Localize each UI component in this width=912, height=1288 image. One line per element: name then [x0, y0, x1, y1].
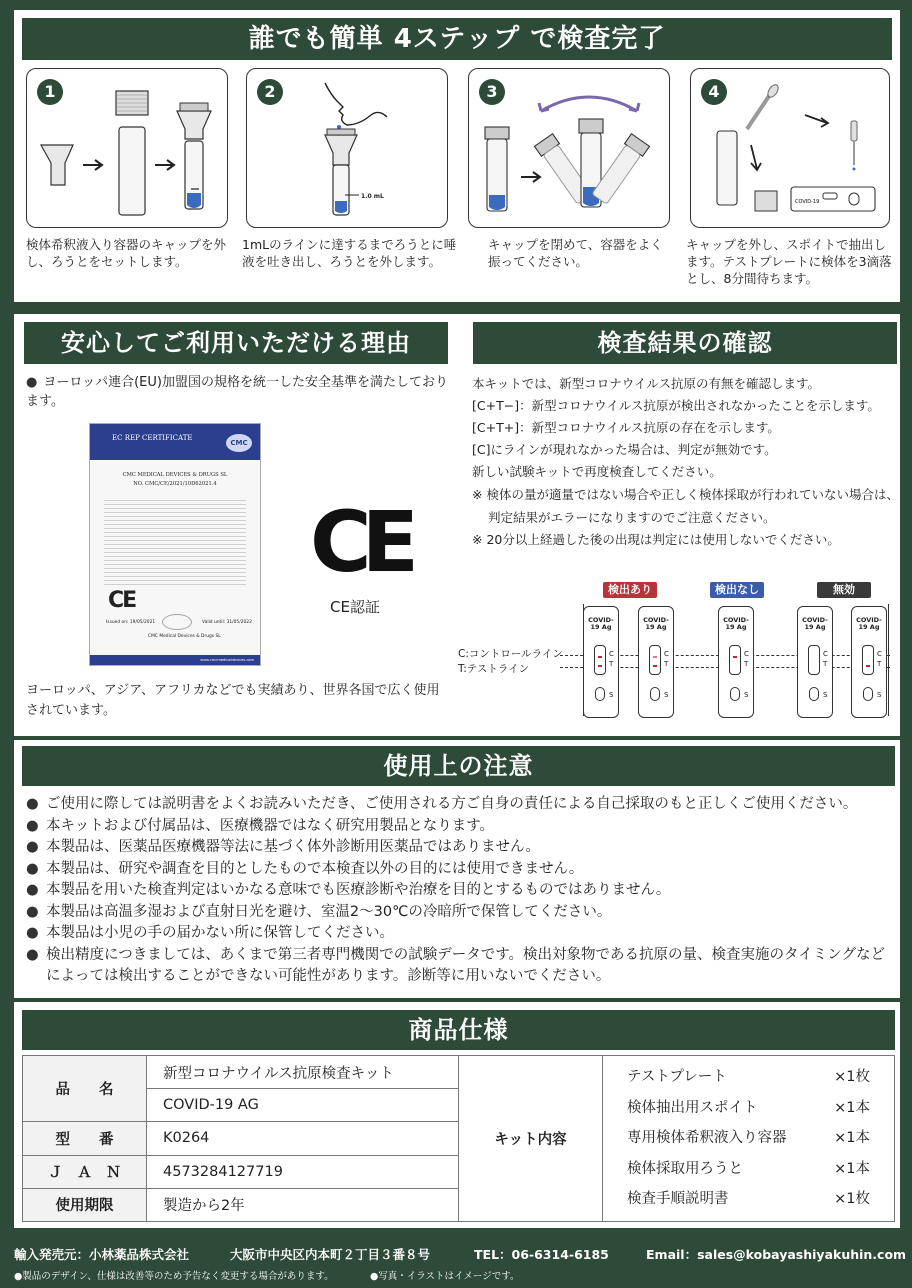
results-line-3: [C+T+]：新型コロナウイルス抗原の存在を示します。	[472, 420, 780, 435]
certificate-header: EC REP CERTIFICATE	[90, 424, 260, 460]
badge-invalid: 無効	[817, 582, 871, 598]
step-2-number: 2	[257, 79, 283, 105]
steps-title: 誰でも簡単 4ステップ で検査完了	[22, 18, 892, 60]
sample-well	[863, 687, 873, 701]
step-4-illustration	[691, 69, 889, 219]
c-line	[598, 656, 602, 658]
certificate-ce-mark: CE	[108, 588, 136, 613]
caution-title: 使用上の注意	[22, 746, 895, 786]
dropper-icon	[851, 121, 857, 171]
ec-rep-certificate	[89, 423, 261, 666]
funnel-icon	[325, 129, 357, 165]
footer-tel: TEL：06-6314-6185	[474, 1247, 609, 1262]
sample-well	[595, 687, 605, 701]
arrow-right-icon	[155, 160, 174, 170]
spec-title: 商品仕様	[22, 1010, 895, 1050]
ce-label: CE認証	[330, 598, 380, 616]
reasons-title: 安心してご利用いただける理由	[24, 322, 448, 364]
certificate-issued: Issued on: 19/05/2021	[106, 620, 156, 625]
footer-note-2: ●写真・イラストはイメージです。	[370, 1271, 520, 1282]
badge-positive: 検出あり	[603, 582, 657, 598]
step-3-text: キャップを閉めて、容器をよく振ってください。	[488, 237, 663, 269]
certificate-footer: www.cmcmedicaldevices.com	[90, 655, 260, 665]
result-card-positive-2: COVID-19 Ag C T S	[638, 606, 674, 718]
spec-name-value-2: COVID-19 AG	[147, 1089, 459, 1122]
kit-item-qty: ×1本	[834, 1160, 870, 1177]
spec-kit-list	[603, 1056, 895, 1222]
tube-1ml-label: 1.0 mL	[361, 193, 384, 200]
result-card-invalid-2: COVID-19 Ag C T S	[851, 606, 887, 718]
control-line-label: C:コントロールライン	[458, 648, 563, 660]
results-line-7: 判定結果がエラーになりますのでご注意ください。	[488, 510, 776, 525]
spec-kit-label: キット内容	[459, 1056, 603, 1222]
step-4-box	[690, 68, 890, 228]
shake-arrows-icon	[539, 97, 639, 111]
caution-item: ● 本製品を用いた検査判定はいかなる意味でも医療診断や治療を目的とするものではありません。	[26, 880, 896, 902]
results-title: 検査結果の確認	[473, 322, 897, 364]
spec-table	[22, 1055, 895, 1222]
caution-item: ● 本製品は、研究や調査を目的としたもので本検査以外の目的には使用できません。	[26, 859, 896, 881]
results-line-6: ※ 検体の量が適量ではない場合や正しく検体採取が行われていない場合は、	[472, 487, 899, 502]
kit-item-qty: ×1本	[834, 1099, 870, 1116]
tube-icon	[333, 165, 359, 215]
step-3-number: 3	[479, 79, 505, 105]
step-1-number: 1	[37, 79, 63, 105]
kit-item-name: テストプレート	[627, 1069, 727, 1085]
face-profile-icon	[325, 83, 387, 125]
kit-item-name: 検体採取用ろうと	[627, 1160, 743, 1177]
step-1-text: 検体希釈液入り容器のキャップを外し、ろうとをセットします。	[26, 237, 227, 269]
c-line	[733, 656, 737, 658]
sample-well	[730, 687, 740, 701]
certificate-number: NO. CMC/CE/2021/10D62021.4	[133, 481, 217, 487]
arrow-icon	[751, 145, 761, 170]
kit-item-name: 検査手順説明書	[627, 1191, 729, 1208]
spec-jan-label: Ｊ Ａ Ｎ	[23, 1155, 147, 1188]
reasons-line-2: ヨーロッパ、アジア、アフリカなどでも実績あり、世界各国で広く使用されています。	[26, 683, 440, 718]
sample-well	[650, 687, 660, 701]
caution-item: ● 本キットおよび付属品は、医療機器ではなく研究用製品となります。	[26, 816, 896, 838]
results-line-8: ※ 20分以上経過した後の出現は判定には使用しないでください。	[472, 532, 840, 547]
footer-importer: 輸入発売元：小林薬品株式会社	[14, 1247, 190, 1262]
step-1-box	[26, 68, 228, 228]
cmc-logo: CMC	[226, 434, 252, 452]
arrow-right-icon	[521, 172, 540, 182]
caution-item: ● 本製品は高温多湿および直射日光を避け、室温2〜30℃の冷暗所で保管してください。	[26, 902, 896, 924]
results-line-5: 新しい試験キットで再度検査してください。	[472, 464, 722, 479]
spec-expiry-value: 製造から2年	[147, 1188, 459, 1221]
results-line-2: [C+T−]：新型コロナウイルス抗原が検出されなかったことを示します。	[472, 398, 880, 413]
spec-expiry-label: 使用期限	[23, 1188, 147, 1221]
certificate-stamp	[162, 614, 192, 630]
tube-with-funnel-icon	[177, 103, 211, 209]
footer-email: Email：sales@kobayashiyakuhin.com	[646, 1247, 907, 1262]
tube-icon	[116, 91, 148, 215]
caution-item: ● 検出精度につきましては、あくまで第三者専門機関での試験データです。検出対象物である抗原の量、検査実施のタイミングなどによっては検出することができない可能性があります。診断等に用いないでください。	[26, 945, 896, 988]
results-line-1: 本キットでは、新型コロナウイルス抗原の有無を確認します。	[472, 376, 821, 391]
t-line	[653, 665, 657, 667]
kit-item-qty: ×1枚	[834, 1069, 870, 1085]
certificate-valid: Valid until: 31/05/2022	[202, 620, 252, 625]
caution-item: ● ご使用に際しては説明書をよくお読みいただき、ご使用される方ご自身の責任による自己採取のもと正しくご使用ください。	[26, 794, 896, 816]
tube-icon	[717, 131, 737, 205]
svg-text:COVID-19: COVID-19	[795, 199, 820, 205]
certificate-company: CMC MEDICAL DEVICES & DRUGS SL	[122, 472, 228, 478]
caution-item: ● 本製品は、医薬品医療機器等法に基づく体外診断用医薬品ではありません。	[26, 837, 896, 859]
kit-item-qty: ×1枚	[834, 1191, 870, 1208]
caution-list	[26, 794, 896, 988]
sample-well	[809, 687, 819, 701]
result-card-positive-1: COVID-19 Ag C T S	[583, 606, 619, 718]
step-2-box	[246, 68, 448, 228]
results-line-4: [C]にラインが現れなかった場合は、判定が無効です。	[472, 442, 777, 457]
certificate-body	[104, 497, 246, 587]
kit-item-qty: ×1本	[834, 1130, 870, 1147]
badge-negative: 検出なし	[710, 582, 764, 598]
saliva-drop-icon	[337, 125, 341, 129]
test-plate-icon	[791, 187, 875, 211]
step-2-text: 1mLのラインに達するまでろうとに唾液を吐き出し、ろうとを外します。	[242, 237, 457, 269]
reasons-line-1: ● ヨーロッパ連合(EU)加盟国の規格を統一した安全基準を満たしております。	[26, 373, 456, 411]
result-card-invalid-1: COVID-19 Ag C T S	[797, 606, 833, 718]
dropper-icon	[747, 83, 780, 129]
ce-mark-logo: CE	[310, 493, 410, 591]
funnel-icon	[41, 145, 73, 185]
cap-icon	[755, 191, 777, 211]
footer-note-1: ●製品のデザイン、仕様は改善等のため予告なく変更する場合があります。	[14, 1271, 334, 1282]
caution-item: ● 本製品は小児の手の届かない所に保管してください。	[26, 923, 896, 945]
arrow-icon	[805, 115, 828, 127]
t-line	[866, 665, 870, 667]
spec-model-label: 型 番	[23, 1122, 147, 1155]
step-1-illustration	[27, 69, 227, 219]
c-line	[653, 656, 657, 658]
step-4-text: キャップを外し、スポイトで抽出します。テストプレートに検体を3滴落とし、8分間待ちます。	[686, 237, 892, 286]
spec-name-value-1: 新型コロナウイルス抗原検査キット	[147, 1056, 459, 1089]
step-3-illustration	[469, 69, 669, 219]
t-line	[598, 665, 602, 667]
kit-item-name: 検体抽出用スポイト	[627, 1099, 758, 1116]
test-line-label: T:テストライン	[458, 663, 530, 675]
certificate-signer: CMC Medical Devices & Drugs SL	[148, 634, 221, 639]
result-card-negative: COVID-19 Ag C T S	[718, 606, 754, 718]
step-4-number: 4	[701, 79, 727, 105]
spec-jan-value: 4573284127719	[147, 1155, 459, 1188]
step-2-illustration	[247, 69, 447, 219]
tube-closed-icon	[485, 127, 509, 211]
footer-address: 大阪市中央区内本町２丁目３番８号	[230, 1247, 431, 1262]
spec-model-value: K0264	[147, 1122, 459, 1155]
kit-item-name: 専用検体希釈液入り容器	[627, 1130, 787, 1147]
step-3-box	[468, 68, 670, 228]
spec-name-label: 品 名	[23, 1056, 147, 1122]
arrow-right-icon	[83, 160, 102, 170]
